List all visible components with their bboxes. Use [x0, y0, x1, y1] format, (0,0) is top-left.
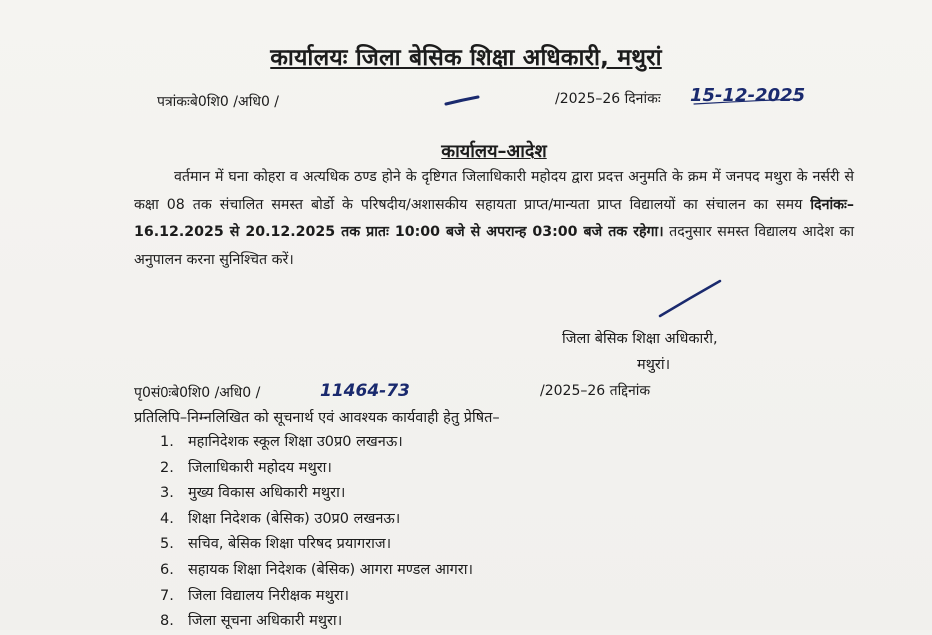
list-item-text: जिलाधिकारी महोदय मथुरा।	[188, 459, 332, 476]
list-item-text: जिला सूचना अधिकारी मथुरा।	[188, 613, 343, 630]
list-item-number: 8.	[160, 613, 174, 630]
list-item-number: 7.	[160, 587, 174, 604]
list-item-text: महानिदेशक स्कूल शिक्षा उ0प्र0 लखनऊ।	[188, 434, 403, 450]
list-item-number: 5.	[160, 536, 174, 553]
letter-ref-prefix: पत्रांकःबे0शि0 /अधि0 /	[157, 94, 280, 110]
order-body-text: वर्तमान में घना कोहरा व अत्यधिक ठण्ड होने के दृष्टिगत जिलाधिकारी महोदय द्वारा प्रदत्त अनुमति के क्रम में जनपद मथुरा के नर्सरी से कक्षा 08 तक संचालित समस्त बोर्डो के परिषदीय/अशासकीय सहायता प्राप्त/मान्यता प्राप्त विद्यालयों का संचालन का समय	[134, 169, 854, 213]
letter-ref-year-date-label: /2025–26 दिनांकः	[555, 91, 661, 107]
list-item-number: 4.	[160, 510, 174, 527]
list-item-text: सहायक शिक्षा निदेशक (बेसिक) आगरा मण्डल आगरा।	[188, 561, 473, 578]
list-item-text: सचिव, बेसिक शिक्षा परिषद प्रयागराज।	[188, 536, 392, 553]
list-item-number: 2.	[160, 459, 174, 476]
handwritten-date: 15-12-2025	[690, 85, 806, 106]
handwritten-dispatch-number: 11464-73	[320, 381, 410, 401]
order-heading: कार्यालय–आदेश	[441, 141, 547, 162]
list-item-number: 1.	[160, 434, 174, 450]
signature-designation: जिला बेसिक शिक्षा अधिकारी,	[562, 331, 718, 347]
order-body-timing: दिनांकः–16.12.2025 से 20.12.2025 तक प्रातः 10:00 बजे से अपरान्ह 03:00 बजे तक रहेगा।	[134, 196, 854, 240]
letter-number-pen-stroke	[446, 97, 478, 104]
list-item-text: मुख्य विकास अधिकारी मथुरा।	[188, 485, 346, 502]
date-underline-mark	[694, 99, 798, 104]
list-item-number: 6.	[160, 561, 174, 578]
copy-ref-year-date-label: /2025–26 तद्दिनांक	[540, 383, 651, 399]
signature-mark	[660, 281, 720, 316]
copy-intro: प्रतिलिपि–निम्नलिखित को सूचनार्थ एवं आवश्यक कार्यवाही हेतु प्रेषित–	[134, 410, 500, 426]
office-title: कार्यालयः जिला बेसिक शिक्षा अधिकारी, मथुरां	[270, 45, 662, 71]
list-item-text: जिला विद्यालय निरीक्षक मथुरा।	[188, 587, 350, 604]
list-item-number: 3.	[160, 485, 174, 502]
list-item-text: शिक्षा निदेशक (बेसिक) उ0प्र0 लखनऊ।	[188, 510, 401, 527]
signature-place: मथुरां।	[637, 357, 671, 373]
order-body-instruction: तदनुसार समस्त विद्यालय आदेश का अनुपालन करना सुनिश्चित करें।	[134, 224, 854, 268]
copy-ref-prefix: पृ0सं0ःबे0शि0 /अधि0 /	[134, 385, 261, 401]
